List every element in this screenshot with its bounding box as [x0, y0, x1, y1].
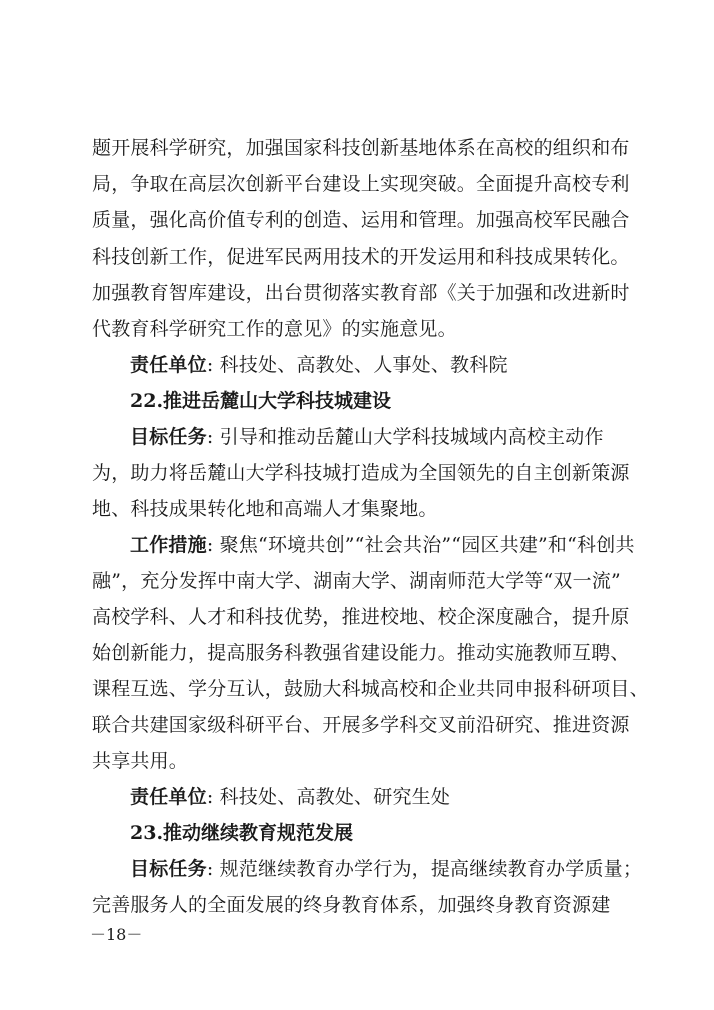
- goal-text: : 规范继续教育办学行为，提高继续教育办学质量；: [206, 858, 643, 880]
- paragraph-line: 加强教育智库建设，出台贯彻落实教育部《关于加强和改进新时: [92, 282, 630, 304]
- paragraph-line: 联合共建国家级科研平台、开展多学科交叉前沿研究、推进资源: [92, 714, 630, 736]
- paragraph-line: 完善服务人的全面发展的终身教育体系，加强终身教育资源建: [92, 894, 611, 916]
- responsibility-line: [130, 785, 632, 809]
- measures-label: 工作措施: [130, 534, 207, 556]
- goal-text: : 引导和推动岳麓山大学科技城域内高校主动作: [206, 426, 604, 448]
- goal-line: [130, 425, 632, 449]
- paragraph-line: 质量，强化高价值专利的创造、运用和管理。加强高校军民融合: [92, 209, 630, 231]
- paragraph-line: 科技创新工作，促进军民两用技术的开发运用和科技成果转化。: [92, 246, 630, 268]
- paragraph-line: 始创新能力，提高服务科教强省建设能力。推动实施教师互聘、: [92, 642, 630, 664]
- responsibility-text: : 科技处、高教处、研究生处: [206, 786, 451, 808]
- paragraph-line: 共享共用。: [92, 750, 189, 772]
- page-number: －18－: [90, 925, 143, 944]
- paragraph-line: 地、科技成果转化地和高端人才集聚地。: [92, 498, 438, 520]
- section-heading: 22.推进岳麓山大学科技城建设: [130, 390, 392, 412]
- goal-line: [130, 857, 643, 881]
- goal-label: 目标任务: [130, 858, 207, 880]
- responsibility-label: 责任单位: [130, 354, 207, 376]
- paragraph-line: 代教育科学研究工作的意见》的实施意见。: [92, 318, 457, 340]
- measures-line: [130, 533, 635, 557]
- paragraph-line: 高校学科、人才和科技优势，推进校地、校企深度融合，提升原: [92, 606, 630, 628]
- responsibility-text: : 科技处、高教处、人事处、教科院: [206, 354, 508, 376]
- paragraph-line: 课程互选、学分互认，鼓励大科城高校和企业共同申报科研项目、: [92, 678, 649, 700]
- paragraph-line: 为，助力将岳麓山大学科技城打造成为全国领先的自主创新策源: [92, 462, 630, 484]
- responsibility-line: [130, 353, 632, 377]
- paragraph-line: 局，争取在高层次创新平台建设上实现突破。全面提升高校专利: [92, 173, 630, 195]
- paragraph-line: 融”，充分发挥中南大学、湖南大学、湖南师范大学等“双一流”: [92, 570, 621, 592]
- section-heading: 23.推动继续教育规范发展: [130, 822, 354, 844]
- paragraph-line: 题开展科学研究，加强国家科技创新基地体系在高校的组织和布: [92, 137, 630, 159]
- responsibility-label: 责任单位: [130, 786, 207, 808]
- goal-label: 目标任务: [130, 426, 207, 448]
- measures-text: : 聚焦“环境共创”“社会共治”“园区共建”和“科创共: [206, 534, 635, 556]
